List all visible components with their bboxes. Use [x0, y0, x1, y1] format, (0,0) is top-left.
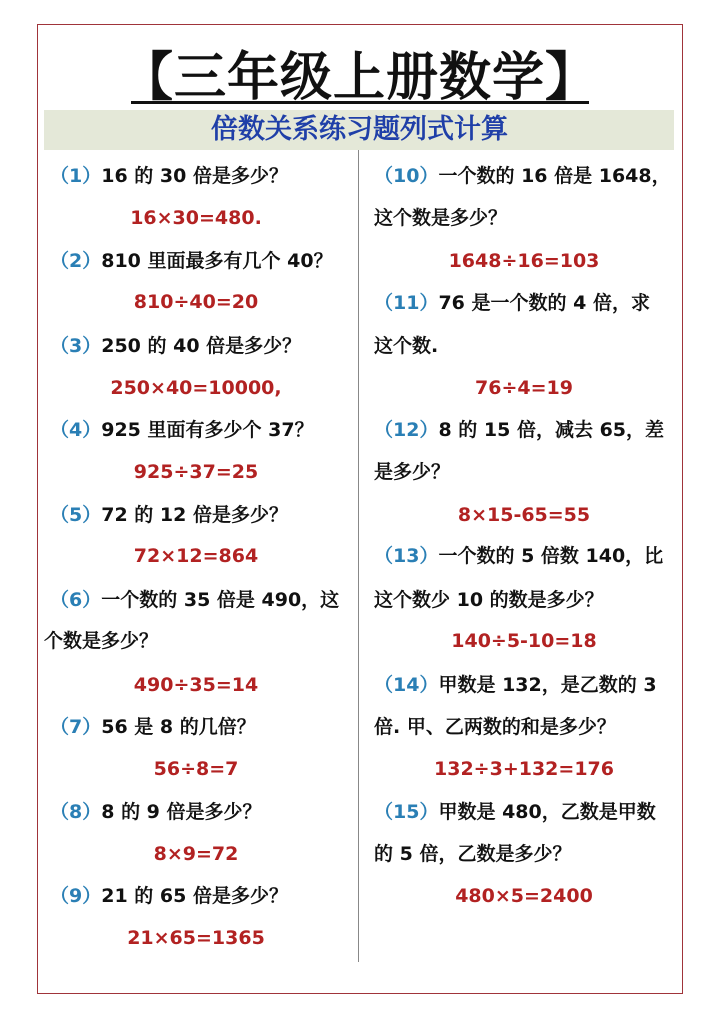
question-13: （13）一个数的 5 倍数 140，比: [374, 545, 664, 567]
answer-1: 16×30=480.: [130, 207, 262, 229]
question-7: （7）56 是 8 的几倍？: [50, 716, 256, 738]
question-5: （5）72 的 12 倍是多少？: [50, 504, 288, 526]
page-subtitle: 倍数关系练习题列式计算: [211, 114, 508, 145]
question-10-cont: 这个数是多少？: [374, 207, 508, 229]
question-14-cont: 倍. 甲、乙两数的和是多少？: [374, 716, 616, 738]
answer-8: 8×9=72: [153, 843, 239, 865]
question-13-cont: 这个数少 10 的数是多少？: [374, 589, 604, 611]
title-underline: [131, 101, 589, 104]
question-11-cont: 这个数.: [374, 335, 439, 357]
answer-5: 72×12=864: [133, 545, 259, 567]
question-2: （2）810 里面最多有几个 40？: [50, 250, 333, 272]
column-divider: [358, 150, 359, 962]
question-15-cont: 的 5 倍，乙数是多少？: [374, 843, 572, 865]
question-8: （8）8 的 9 倍是多少？: [50, 801, 262, 823]
question-15: （15）甲数是 480，乙数是甲数: [374, 801, 656, 823]
answer-3: 250×40=10000,: [110, 377, 282, 399]
answer-10: 1648÷16=103: [448, 250, 600, 272]
question-6-cont: 个数是多少？: [44, 630, 159, 652]
answer-12: 8×15-65=55: [457, 504, 591, 526]
question-11: （11）76 是一个数的 4 倍，求: [374, 292, 650, 314]
answer-6: 490÷35=14: [133, 674, 259, 696]
page-title: 【三年级上册数学】: [120, 48, 598, 108]
answer-14: 132÷3+132=176: [434, 758, 614, 780]
question-9: （9）21 的 65 倍是多少？: [50, 885, 288, 907]
answer-4: 925÷37=25: [133, 461, 259, 483]
answer-2: 810÷40=20: [133, 291, 259, 313]
answer-9: 21×65=1365: [127, 927, 265, 949]
question-1: （1）16 的 30 倍是多少？: [50, 165, 288, 187]
question-3: （3）250 的 40 倍是多少？: [50, 335, 302, 357]
question-12: （12）8 的 15 倍，减去 65，差: [374, 419, 665, 441]
answer-11: 76÷4=19: [475, 377, 573, 399]
question-14: （14）甲数是 132，是乙数的 3: [374, 674, 657, 696]
question-12-cont: 是多少？: [374, 461, 451, 483]
question-6: （6）一个数的 35 倍是 490，这: [50, 589, 340, 611]
question-4: （4）925 里面有多少个 37？: [50, 419, 314, 441]
question-10: （10）一个数的 16 倍是 1648，: [374, 165, 671, 187]
answer-13: 140÷5-10=18: [451, 630, 597, 652]
answer-15: 480×5=2400: [455, 885, 593, 907]
answer-7: 56÷8=7: [153, 758, 239, 780]
